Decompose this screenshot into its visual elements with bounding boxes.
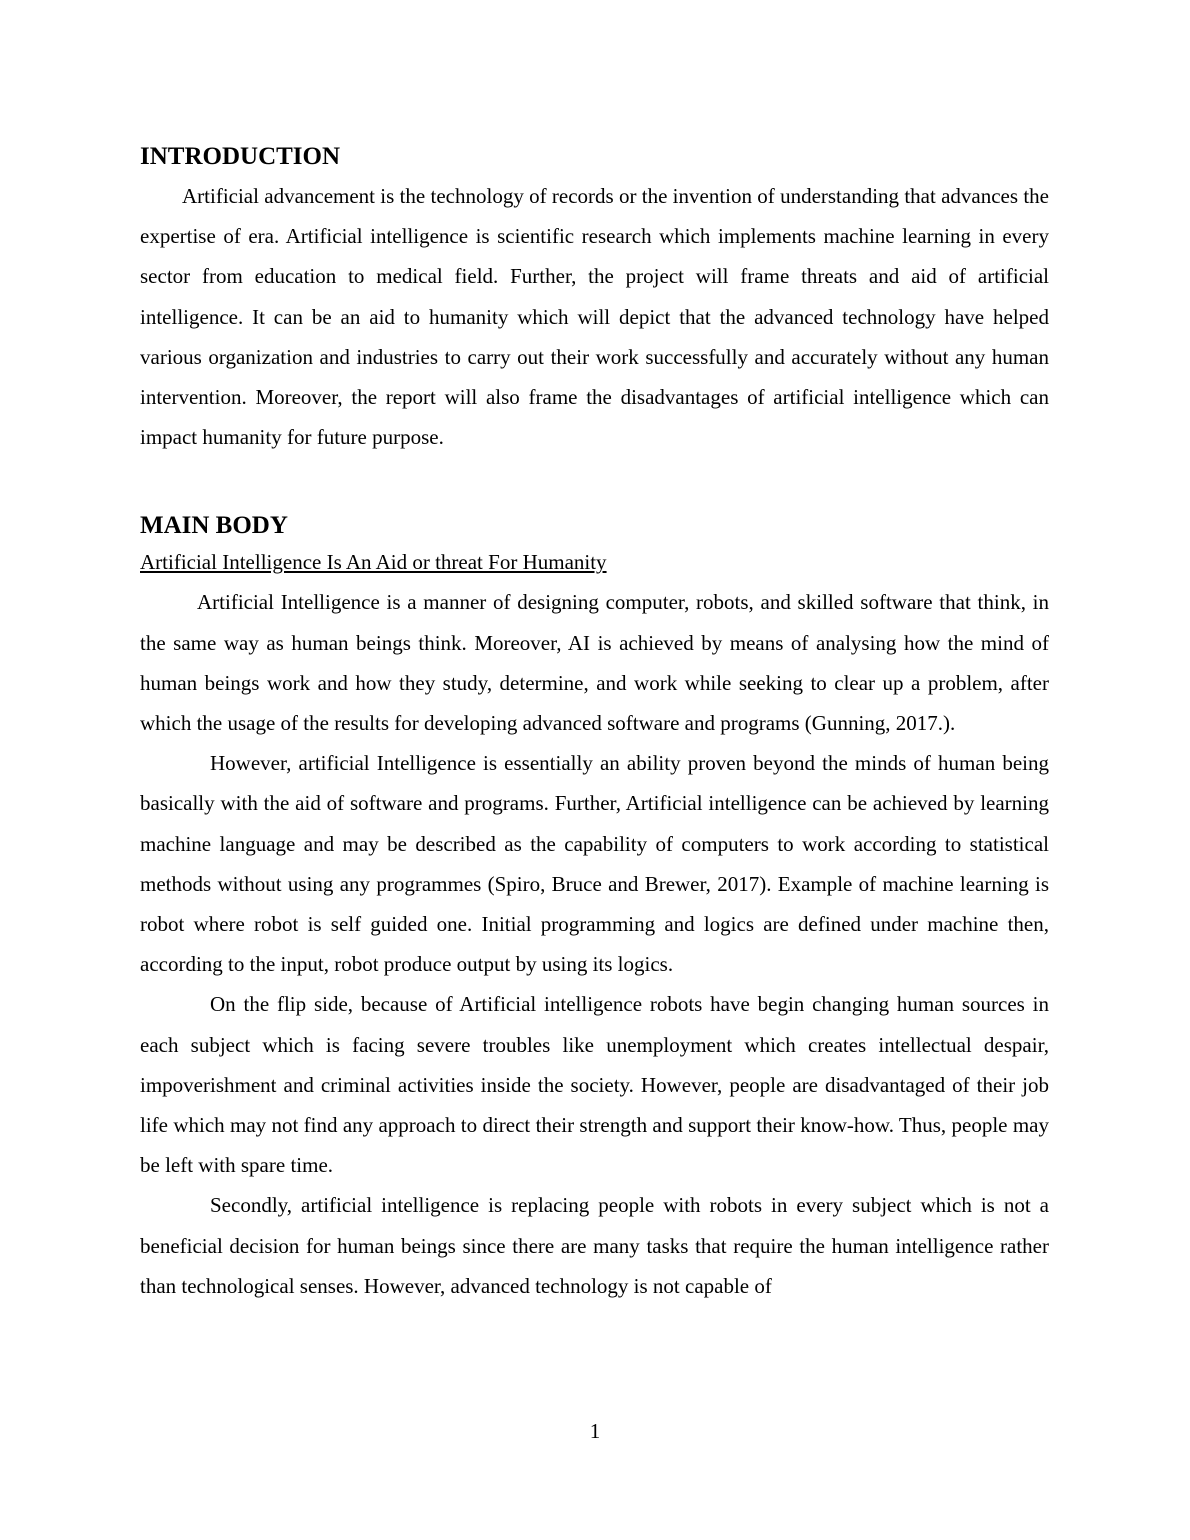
body-paragraph-1: Artificial Intelligence is a manner of designing computer, robots, and skilled software that think, in the same way as human beings think. Moreover, AI is achieved by means of analysing how the mind of human beings work and how they study, determine, and work while seeking to clear up a problem, after which the usage of the results for developing advanced software and programs (Gunning, 2017.). — [140, 590, 1049, 736]
main-body-subheading: Artificial Intelligence Is An Aid or threat For Humanity — [140, 550, 607, 575]
main-body-heading: MAIN BODY — [140, 512, 288, 540]
body-paragraph-3: On the flip side, because of Artificial intelligence robots have begin changing human sources in each subject which is facing severe troubles like unemployment which creates intellectual despair, impoverishment and criminal activities inside the society. However, people are disadvantaged of their job life which may not find any approach to direct their strength and support their know-how. Thus, people may be left with spare time. — [140, 992, 1049, 1178]
page-content — [140, 138, 1049, 1306]
introduction-paragraph: Artificial advancement is the technology of records or the invention of understanding that advances the expertise of era. Artificial intelligence is scientific research which implements machine learning in every sector from education to medical field. Further, the project will frame threats and aid of artificial intelligence. It can be an aid to humanity which will depict that the advanced technology have helped various organization and industries to carry out their work successfully and accurately without any human intervention. Moreover, the report will also frame the disadvantages of artificial intelligence which can impact humanity for future purpose. — [140, 184, 1049, 450]
body-paragraph-4: Secondly, artificial intelligence is replacing people with robots in every subject which is not a beneficial decision for human beings since there are many tasks that require the human intelligence rather than technological senses. However, advanced technology is not capable of — [140, 1193, 1049, 1298]
page-number: 1 — [589, 1419, 601, 1443]
introduction-heading: INTRODUCTION — [140, 143, 341, 170]
body-paragraph-2: However, artificial Intelligence is essentially an ability proven beyond the minds of human being basically with the aid of software and programs. Further, Artificial intelligence can be achieved by learning machine language and may be described as the capability of computers to work according to statistical methods without using any programmes (Spiro, Bruce and Brewer, 2017). Example of machine learning is robot where robot is self guided one. Initial programming and logics are defined under machine then, according to the input, robot produce output by using its logics. — [140, 751, 1049, 977]
